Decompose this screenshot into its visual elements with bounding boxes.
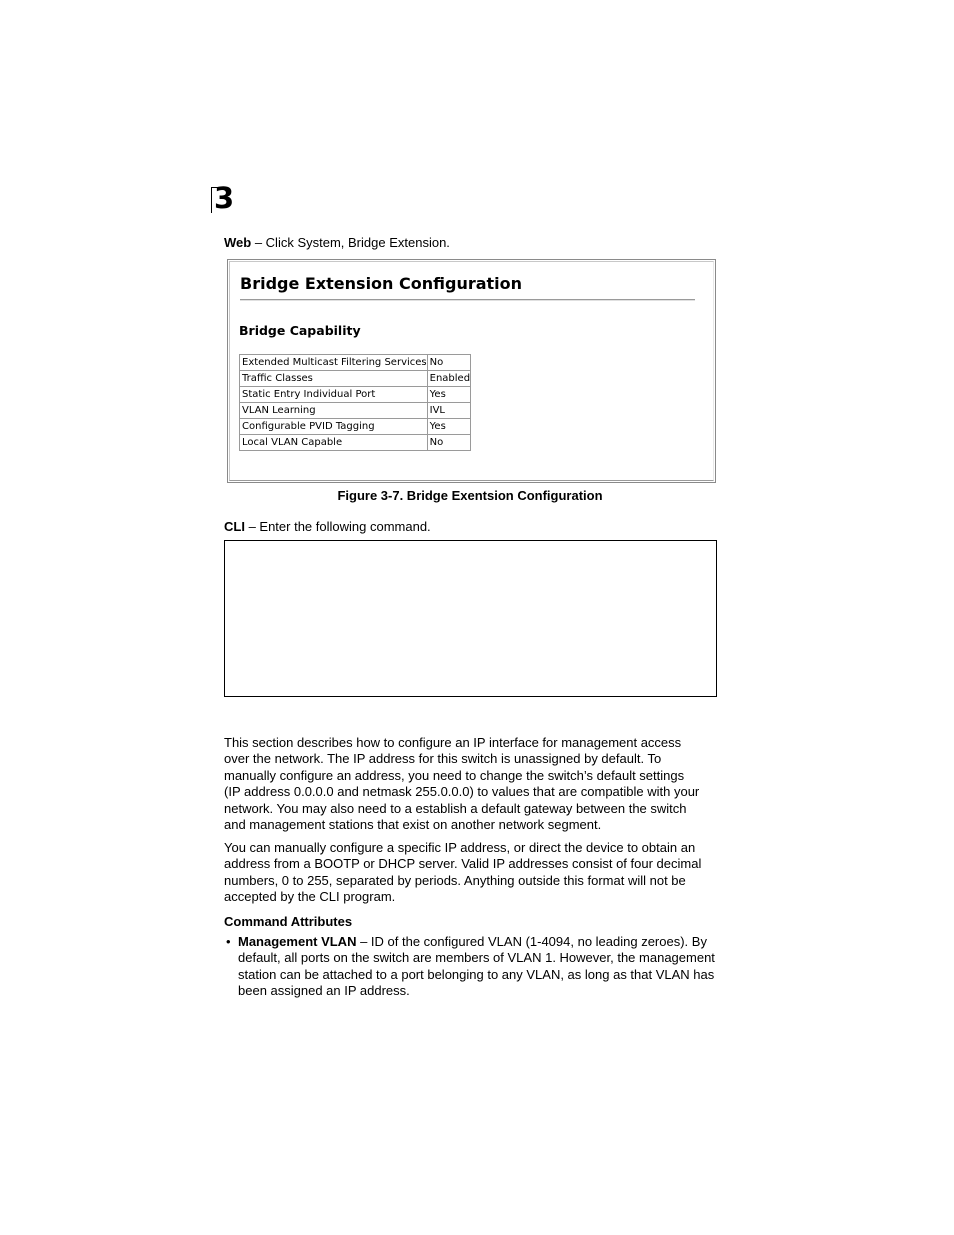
paragraph-line: and management stations that exist on another network segment. <box>224 817 602 833</box>
capability-name: Configurable PVID Tagging <box>240 419 428 435</box>
capability-value: No <box>427 435 470 451</box>
bullet-line: been assigned an IP address. <box>238 983 410 999</box>
intro-paragraph <box>224 735 724 833</box>
bullet-term: Management VLAN <box>238 934 357 949</box>
paragraph-line: numbers, 0 to 255, separated by periods. Anything outside this format will not be <box>224 872 686 888</box>
screenshot-subtitle: Bridge Capability <box>239 323 361 338</box>
title-divider <box>240 299 695 301</box>
web-instruction-text: – Click System, Bridge Extension. <box>251 235 450 250</box>
bullet-first-text: – ID of the configured VLAN (1-4094, no leading zeroes). By <box>356 934 707 949</box>
paragraph-line: manually configure an address, you need to change the switch’s default settings <box>224 767 685 783</box>
bullet-first-line <box>238 934 715 950</box>
table-row <box>240 387 471 403</box>
capability-name: Extended Multicast Filtering Services <box>240 355 428 371</box>
capability-name: Local VLAN Capable <box>240 435 428 451</box>
table-row <box>240 371 471 387</box>
cli-label: CLI <box>224 519 245 534</box>
bullet-line: station can be attached to a port belonging to any VLAN, as long as that VLAN has <box>238 966 715 982</box>
paragraph-line: (IP address 0.0.0.0 and netmask 255.0.0.0) to values that are compatible with your <box>224 784 700 800</box>
screenshot-inner-frame <box>229 261 714 481</box>
table-row <box>240 403 471 419</box>
cli-instruction <box>224 519 431 535</box>
paragraph-line: accepted by the CLI program. <box>224 889 396 905</box>
table-row <box>240 355 471 371</box>
capability-name: Traffic Classes <box>240 371 428 387</box>
paragraph-line: over the network. The IP address for this switch is unassigned by default. To <box>224 751 662 767</box>
capability-name: VLAN Learning <box>240 403 428 419</box>
capability-value: Yes <box>427 387 470 403</box>
chapter-number: 3 <box>214 181 234 215</box>
screenshot-title: Bridge Extension Configuration <box>240 274 523 293</box>
chapter-bar <box>211 187 212 213</box>
management-vlan-item <box>238 934 715 1000</box>
web-instruction <box>224 235 450 251</box>
figure-caption: Figure 3-7. Bridge Exentsion Configuration <box>337 488 603 503</box>
table-row <box>240 435 471 451</box>
paragraph-line: address from a BOOTP or DHCP server. Valid IP addresses consist of four decimal <box>224 856 702 872</box>
table-row <box>240 419 471 435</box>
cli-command-box <box>224 540 717 697</box>
bridge-extension-screenshot <box>227 259 716 483</box>
bridge-capability-table <box>239 354 471 451</box>
capability-value: No <box>427 355 470 371</box>
capability-value: IVL <box>427 403 470 419</box>
capability-value: Enabled <box>427 371 470 387</box>
chapter-marker <box>211 181 239 215</box>
paragraph-line: network. You may also need to a establish a default gateway between the switch <box>224 800 687 816</box>
bullet-symbol: • <box>226 934 231 949</box>
command-attributes-heading: Command Attributes <box>224 914 353 929</box>
cli-instruction-text: – Enter the following command. <box>244 519 431 534</box>
capability-value: Yes <box>427 419 470 435</box>
web-label: Web <box>224 235 252 250</box>
manual-config-paragraph <box>224 840 724 906</box>
bullet-line: default, all ports on the switch are members of VLAN 1. However, the management <box>238 950 715 966</box>
paragraph-line: This section describes how to configure an IP interface for management access <box>224 735 682 750</box>
paragraph-line: You can manually configure a specific IP address, or direct the device to obtain an <box>224 840 696 855</box>
capability-name: Static Entry Individual Port <box>240 387 428 403</box>
